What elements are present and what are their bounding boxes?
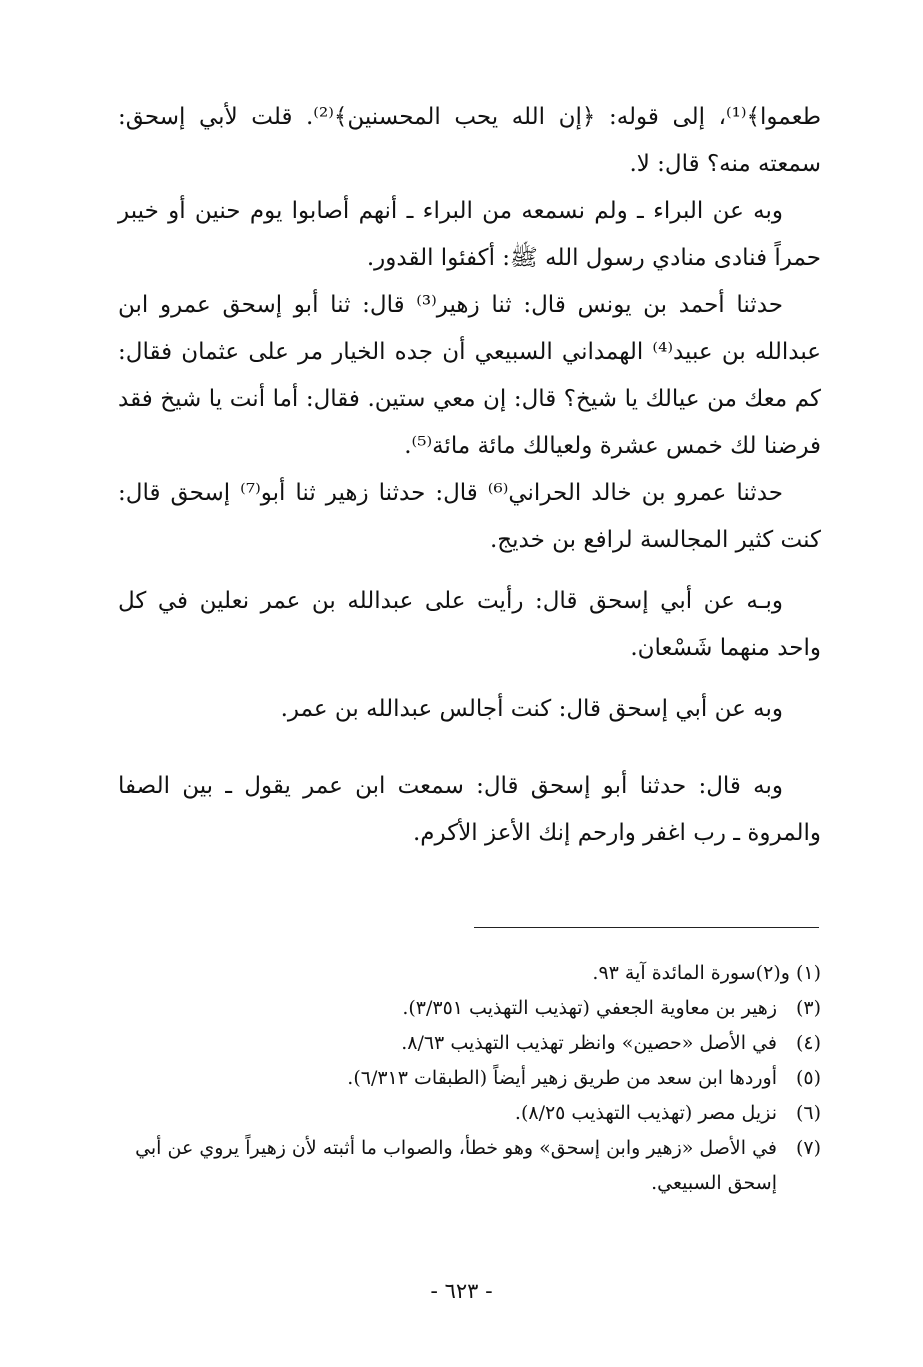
footnote-item bbox=[106, 1131, 821, 1201]
paragraph-2: وبه عن البراء ـ ولم نسمعه من البراء ـ أنهم أصابوا يوم حنين أو خيبر حمراً فنادى منادي رسول الله ﷺ: أكفئوا القدور. bbox=[118, 198, 821, 271]
footnote-number: (٥) bbox=[795, 1067, 821, 1089]
footnote-number: (٤) bbox=[795, 1032, 821, 1054]
footnote-text: سورة المائدة آية ٩٣. bbox=[592, 962, 756, 984]
footnotes bbox=[106, 956, 821, 1201]
footnote-item bbox=[106, 991, 821, 1026]
paragraph-7: وبه قال: حدثنا أبو إسحق قال: سمعت ابن عمر يقول ـ بين الصفا والمروة ـ رب اغفر وارحم إنك الأعز الأكرم. bbox=[118, 773, 821, 846]
footnote-text: أوردها ابن سعد من طريق زهير أيضاً (الطبقات ٦/٣١٣). bbox=[347, 1067, 777, 1089]
footnote-number: (٦) bbox=[795, 1102, 821, 1124]
footnote-text: نزيل مصر (تهذيب التهذيب ٨/٢٥). bbox=[514, 1102, 777, 1124]
paragraph-6: وبه عن أبي إسحق قال: كنت أجالس عبدالله بن عمر. bbox=[280, 696, 783, 722]
paragraph-1: طعموا﴾⁽¹⁾، إلى قوله: ﴿إن الله يحب المحسنين﴾⁽²⁾. قلت لأبي إسحق: سمعته منه؟ قال: لا. bbox=[118, 104, 822, 177]
paragraph-3: حدثنا أحمد بن يونس قال: ثنا زهير⁽³⁾ قال: ثنا أبو إسحق عمرو ابن عبدالله بن عبيد⁽⁴⁾ الهمداني السبيعي أن جده الخيار مر على عثمان فقال: كم معك من عيالك يا شيخ؟ قال: إن معي ستين. فقال: أما أنت يا شيخ فقد فرضنا لك خمس عشرة ولعيالك مائة مائة⁽⁵⁾. bbox=[118, 292, 821, 459]
footnote-item bbox=[106, 956, 821, 991]
footnote-text: في الأصل «زهير وابن إسحق» وهو خطأ، والصواب ما أثبته لأن زهيراً يروي عن أبي إسحق السبيعي. bbox=[135, 1137, 777, 1194]
page-number: - ٦٢٣ - bbox=[430, 1279, 493, 1303]
paragraph-4: حدثنا عمرو بن خالد الحراني⁽⁶⁾ قال: حدثنا زهير ثنا أبو⁽⁷⁾ إسحق قال: كنت كثير المجالسة لرافع بن خديج. bbox=[118, 480, 821, 553]
footnote-number: (٣) bbox=[795, 997, 821, 1019]
footnote-number: (٧) bbox=[795, 1137, 821, 1159]
footnote-divider bbox=[474, 927, 819, 928]
footnote-item bbox=[106, 1061, 821, 1096]
footnote-text: زهير بن معاوية الجعفي (تهذيب التهذيب ٣/٣٥١). bbox=[402, 997, 777, 1019]
footnote-item bbox=[106, 1026, 821, 1061]
footnote-number: (١) و(٢) bbox=[755, 962, 821, 984]
main-text bbox=[118, 94, 821, 857]
paragraph-5: وبـه عن أبي إسحق قال: رأيت على عبدالله بن عمر نعلين في كل واحد منهما شَسْعان. bbox=[118, 588, 821, 661]
footnote-item bbox=[106, 1096, 821, 1131]
footnote-text: في الأصل «حصين» وانظر تهذيب التهذيب ٨/٦٣. bbox=[401, 1032, 777, 1054]
